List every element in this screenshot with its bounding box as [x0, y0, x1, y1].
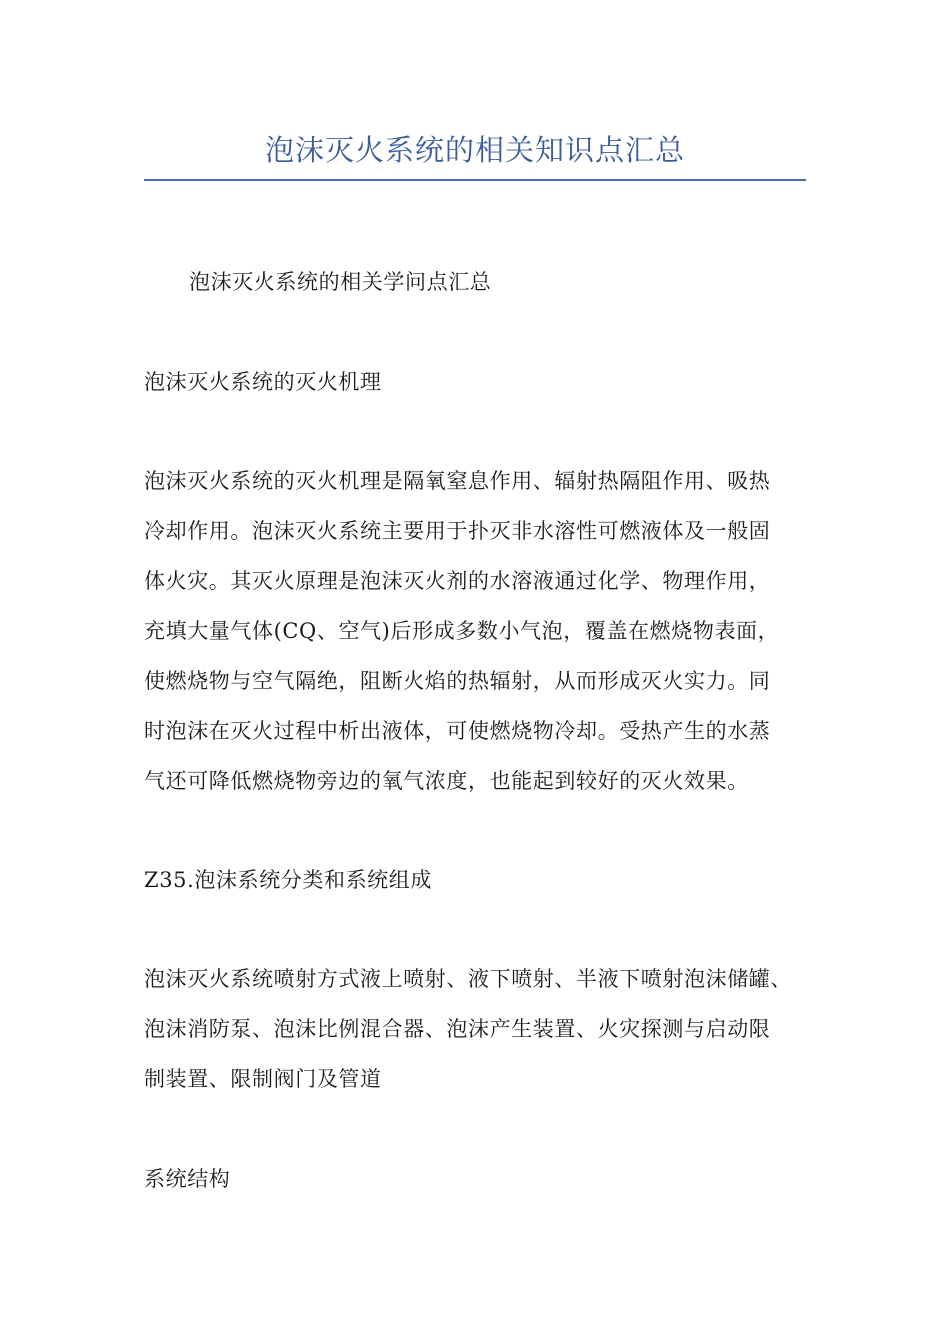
section-heading-classification: Z35.泡沫系统分类和系统组成: [144, 868, 432, 892]
document-title: 泡沫灭火系统的相关知识点汇总: [264, 133, 685, 167]
paragraph-line: 气还可降低燃烧物旁边的氧气浓度，也能起到较好的灭火效果。: [144, 769, 749, 793]
paragraph-line: 使燃烧物与空气隔绝，阻断火焰的热辐射，从而形成灭火实力。同: [144, 669, 771, 693]
paragraph-line: 时泡沫在灭火过程中析出液体，可使燃烧物冷却。受热产生的水蒸: [144, 719, 771, 743]
document-subtitle: 泡沫灭火系统的相关学问点汇总: [189, 270, 492, 294]
paragraph-line: 泡沫消防泵、泡沫比例混合器、泡沫产生装置、火灾探测与启动限: [144, 1017, 771, 1041]
title-underline: [144, 179, 806, 181]
section-heading-system-structure: 系统结构: [144, 1167, 231, 1191]
paragraph-line: 制装置、限制阀门及管道: [144, 1067, 382, 1091]
paragraph-line: 泡沫灭火系统的灭火机理是隔氧窒息作用、辐射热隔阻作用、吸热: [144, 469, 771, 493]
paragraph-line: 充填大量气体(CQ、空气)后形成多数小气泡，覆盖在燃烧物表面，: [144, 619, 780, 643]
paragraph-line: 体火灾。其灭火原理是泡沫灭火剂的水溶液通过化学、物理作用，: [144, 569, 771, 593]
paragraph-line: 泡沫灭火系统喷射方式液上喷射、液下喷射、半液下喷射泡沫储罐、: [144, 967, 792, 991]
section-body-classification: [144, 954, 834, 1104]
section-heading-extinguishing-mechanism: 泡沫灭火系统的灭火机理: [144, 370, 382, 394]
section-body-extinguishing-mechanism: [144, 456, 834, 806]
paragraph-line: 冷却作用。泡沫灭火系统主要用于扑灭非水溶性可燃液体及一般固: [144, 519, 771, 543]
